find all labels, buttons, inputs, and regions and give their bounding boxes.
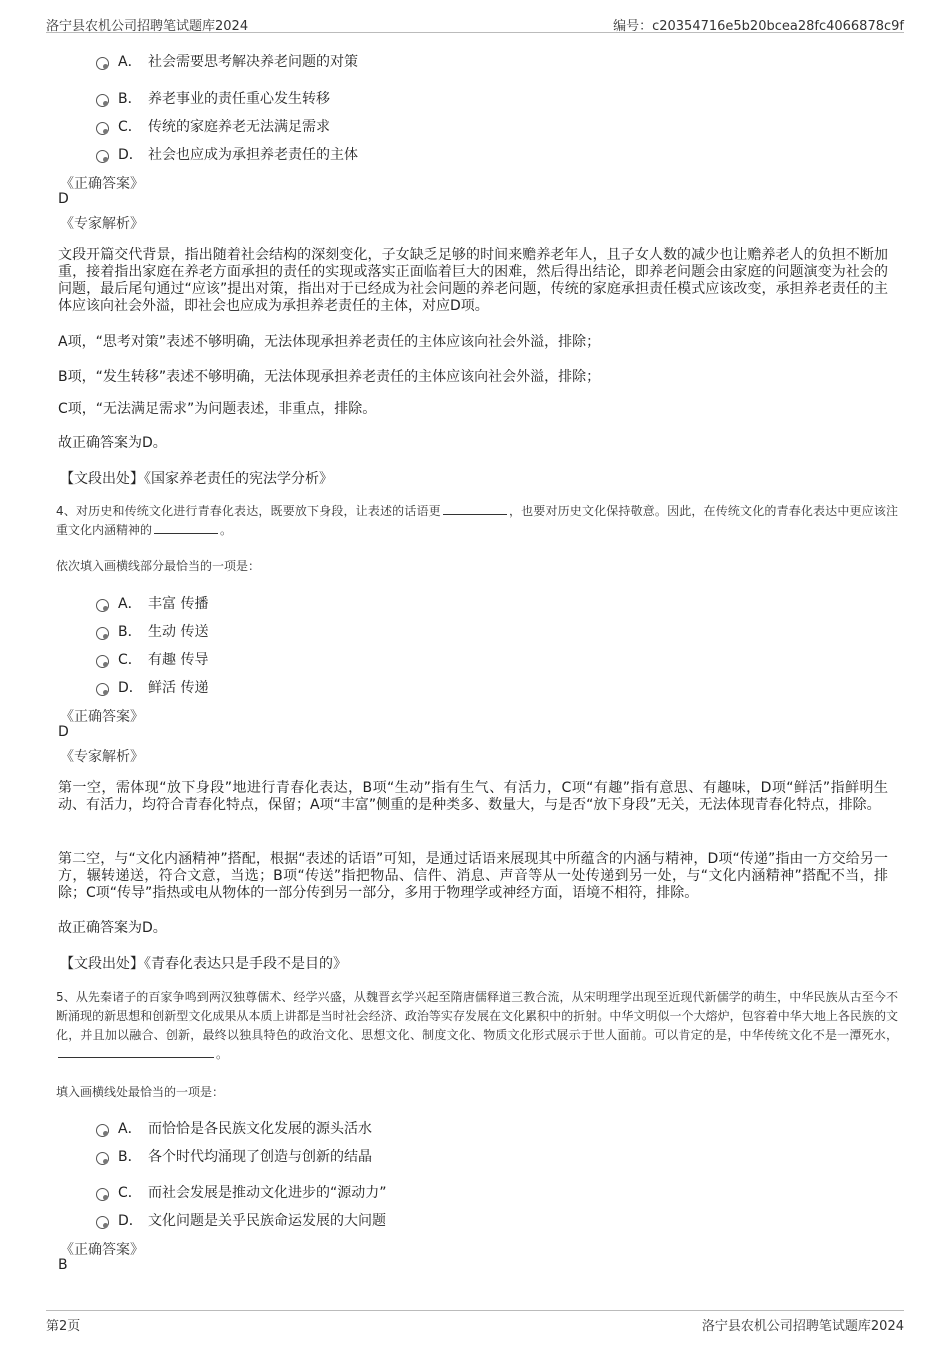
q5-stem: 5、从先秦诸子的百家争鸣到两汉独尊儒术、经学兴盛，从魏晋玄学兴起至隋唐儒释道三教合流，从宋明理学出现至近现代新儒学的萌生，中华民族从古至今不断涌现的新思想和创新型文化成果从本质上讲都是当时社会经济、政治等实存发展在文化累积中的折射。中华文明似一个大熔炉，包容着中华大地上各民族的文化，并且加以融合、创新，最终以独具特色的政治文化、思想文化、制度文化、物质文化形式展示于世人面前。可以肯定的是，中华传统文化不是一潭死水，。 <box>56 990 898 1061</box>
q5-answer: B <box>58 1257 68 1273</box>
q3-analysis-paragraph: C项，“无法满足需求”为问题表述，非重点，排除。 <box>58 401 377 417</box>
radio-icon[interactable] <box>96 150 109 163</box>
radio-icon[interactable] <box>96 627 109 640</box>
radio-icon[interactable] <box>96 57 109 70</box>
radio-icon[interactable] <box>96 1152 109 1165</box>
radio-icon[interactable] <box>96 1124 109 1137</box>
q5-answer-label: 《正确答案》 <box>60 1242 144 1258</box>
q5-instruction: 填入画横线处最恰当的一项是： <box>56 1085 225 1099</box>
q4-analysis-paragraph: 第一空，需体现“放下身段”地进行青春化表达，B项“生动”指有生气、有活力，C项“有趣”指有意思、有趣味，D项“鲜活”指鲜明生动、有活力，均符合青春化特点，保留；A项“丰富”侧重的是种类多、数量大，与是否“放下身段”无关，无法体现青春化特点，排除。 <box>58 780 888 813</box>
q3-answer: D <box>58 191 69 207</box>
page-number: 第2页 <box>46 1319 81 1334</box>
q4-analysis-label: 《专家解析》 <box>60 749 144 765</box>
q3-analysis-paragraph: B项，“发生转移”表述不够明确，无法体现承担养老责任的主体应该向社会外溢，排除； <box>58 369 601 385</box>
q4-answer: D <box>58 724 69 740</box>
radio-icon[interactable] <box>96 599 109 612</box>
footer-title: 洛宁县农机公司招聘笔试题库2024 <box>701 1319 904 1334</box>
q4-analysis-paragraph: 故正确答案为D。 <box>58 920 167 936</box>
header-title: 洛宁县农机公司招聘笔试题库2024 <box>46 19 249 34</box>
q4-stem: 4、对历史和传统文化进行青春化表达，既要放下身段，让表述的话语更 ，也要对历史文化保持敬意。因此，在传统文化的青春化表达中更应该注重文化内涵精神的 。 <box>56 504 898 537</box>
q3-analysis-paragraph: 文段开篇交代背景，指出随着社会结构的深刻变化，子女缺乏足够的时间来赡养老年人，且子女人数的减少也让赡养老人的负担不断加重，接着指出家庭在养老方面承担的责任的实现或落实正面临着巨大的困难，然后得出结论，即养老问题会由家庭的问题演变为社会的问题，最后尾句通过“应该”提出对策，指出对于已经成为社会问题的养老问题，传统的家庭承担责任模式应该改变，承担养老责任的主体应该向社会外溢，即社会也应成为承担养老责任的主体，对应D项。 <box>58 247 888 314</box>
page-footer <box>46 1310 904 1333</box>
q3-analysis-label: 《专家解析》 <box>60 216 144 232</box>
radio-icon[interactable] <box>96 122 109 135</box>
q4-analysis-paragraph: 第二空，与“文化内涵精神”搭配，根据“表述的话语”可知，是通过话语来展现其中所蕴含的内涵与精神，D项“传递”指由一方交给另一方，辗转递送，符合文意，当选；B项“传送”指把物品、信件、消息、声音等从一处传递到另一处，与“文化内涵精神”搭配不当，排除；C项“传导”指热或电从物体的一部分传到另一部分，多用于物理学或神经方面，语境不相符，排除。 <box>58 851 888 901</box>
radio-icon[interactable] <box>96 1216 109 1229</box>
radio-icon[interactable] <box>96 683 109 696</box>
fill-blank <box>58 1047 214 1058</box>
radio-icon[interactable] <box>96 94 109 107</box>
radio-icon[interactable] <box>96 1188 109 1201</box>
q3-answer-label: 《正确答案》 <box>60 176 144 192</box>
page-header <box>46 10 904 33</box>
q4-answer-label: 《正确答案》 <box>60 709 144 725</box>
fill-blank <box>443 504 507 515</box>
fill-blank <box>154 523 218 534</box>
q3-source: 【文段出处】《国家养老责任的宪法学分析》 <box>60 471 333 487</box>
q3-analysis-paragraph: 故正确答案为D。 <box>58 435 167 451</box>
radio-icon[interactable] <box>96 655 109 668</box>
header-code: 编号：c20354716e5b20bcea28fc4066878c9f <box>613 19 904 34</box>
q4-instruction: 依次填入画横线部分最恰当的一项是： <box>56 559 261 573</box>
q4-source: 【文段出处】《青春化表达只是手段不是目的》 <box>60 956 347 972</box>
q3-analysis-paragraph: A项，“思考对策”表述不够明确，无法体现承担养老责任的主体应该向社会外溢，排除； <box>58 334 601 350</box>
